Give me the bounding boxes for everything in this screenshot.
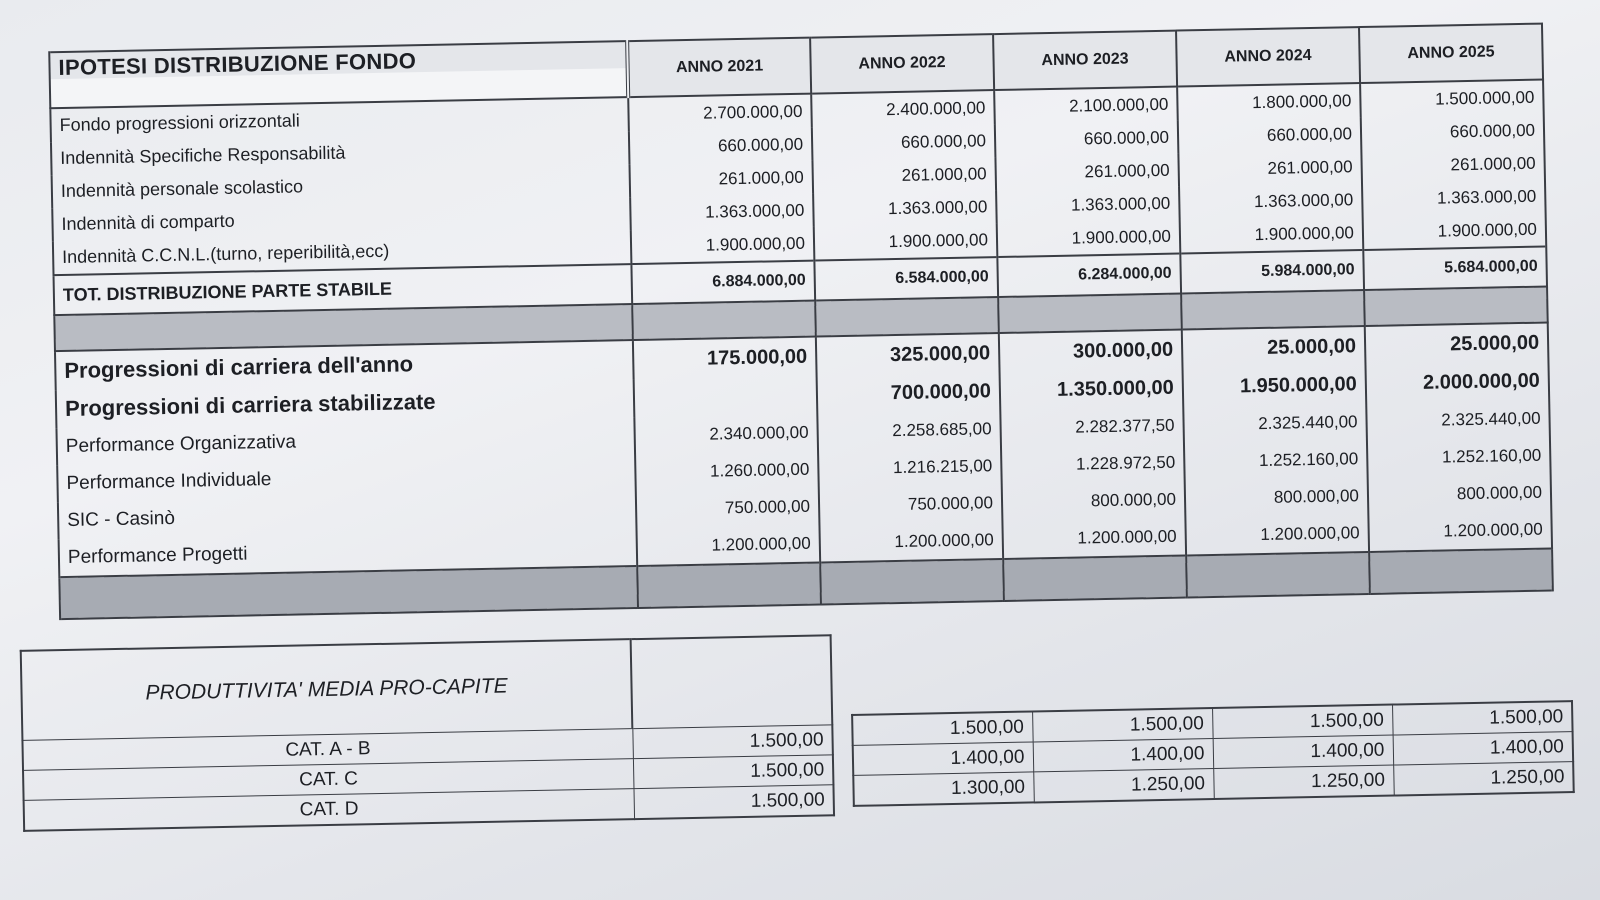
cell-value: 261.000,00 <box>1361 147 1545 184</box>
year-header: ANNO 2023 <box>993 31 1177 91</box>
cell-value: 1.250,00 <box>1213 765 1394 799</box>
row-label: Indennità Specifiche Responsabilità <box>51 131 629 175</box>
cell-value: 2.000.000,00 <box>1365 361 1549 403</box>
document-page <box>8 10 1584 880</box>
cell-value: 800.000,00 <box>1185 477 1369 518</box>
cell-value: 1.363.000,00 <box>1362 180 1546 217</box>
fund-distribution-table <box>48 23 1554 621</box>
cell-value: 1.200.000,00 <box>1368 510 1552 552</box>
cell-value: 750.000,00 <box>819 484 1003 525</box>
cell-value: 261.000,00 <box>629 161 813 198</box>
cell-value: 1.350.000,00 <box>999 369 1183 411</box>
cell-value <box>634 376 818 418</box>
cell-value: 1.250,00 <box>1033 768 1214 802</box>
cell-value: 1.900.000,00 <box>1180 216 1364 254</box>
row-label: SIC - Casinò <box>58 491 637 539</box>
cell-value: 1.500,00 <box>633 785 834 819</box>
cell-value: 1.363.000,00 <box>813 190 997 227</box>
cell-value: 25.000,00 <box>1182 326 1366 369</box>
cell-value: 1.400,00 <box>1213 735 1394 768</box>
cell-value: 261.000,00 <box>995 154 1179 191</box>
cell-value: 700.000,00 <box>817 372 1001 414</box>
table-title: IPOTESI DISTRIBUZIONE FONDO <box>49 41 628 108</box>
productivity-table <box>20 634 835 832</box>
cell-value: 1.500,00 <box>633 755 834 789</box>
year-header: ANNO 2022 <box>810 34 994 94</box>
cell-value: 800.000,00 <box>1368 473 1552 514</box>
cell-value: 25.000,00 <box>1365 322 1549 365</box>
cell-value: 1.900.000,00 <box>1363 213 1547 251</box>
total-value: 6.884.000,00 <box>631 261 815 305</box>
cell-value: 1.250,00 <box>1393 762 1574 796</box>
cell-value: 2.340.000,00 <box>634 414 818 455</box>
cell-value: 1.500.000,00 <box>1360 80 1544 118</box>
cell-value: 1.500,00 <box>852 711 1033 745</box>
cell-value: 1.800.000,00 <box>1177 83 1361 121</box>
cell-value: 2.400.000,00 <box>811 90 995 128</box>
category-label: CAT. A - B <box>22 729 632 771</box>
cell-value: 2.700.000,00 <box>628 94 812 132</box>
row-label: Progressioni di carriera stabilizzate <box>56 379 635 428</box>
row-label: Indennità personale scolastico <box>52 164 630 208</box>
cell-value: 660.000,00 <box>629 128 813 165</box>
cell-value: 1.500,00 <box>1392 701 1573 735</box>
cell-value: 2.325.440,00 <box>1183 403 1367 444</box>
productivity-later-years-table <box>851 700 1575 807</box>
cell-value: 1.200.000,00 <box>1002 517 1186 559</box>
cell-value: 1.500,00 <box>1212 705 1393 739</box>
cell-value: 1.400,00 <box>853 742 1034 775</box>
cell-value: 660.000,00 <box>995 121 1179 158</box>
cell-value: 2.325.440,00 <box>1366 399 1550 440</box>
row-label: Performance Organizzativa <box>56 417 635 465</box>
year-header: ANNO 2021 <box>627 38 811 98</box>
cell-value: 261.000,00 <box>812 157 996 194</box>
cell-value: 1.252.160,00 <box>1184 440 1368 481</box>
cell-value: 1.200.000,00 <box>636 525 820 567</box>
cell-value: 1.900.000,00 <box>997 220 1181 258</box>
total-value: 5.684.000,00 <box>1363 247 1547 291</box>
productivity-title: PRODUTTIVITA' MEDIA PRO-CAPITE <box>21 639 633 740</box>
year-header: ANNO 2025 <box>1359 24 1543 84</box>
category-label: CAT. D <box>24 789 634 831</box>
row-label: Indennità C.C.N.L.(turno, reperibilità,ecc) <box>53 230 631 275</box>
category-label: CAT. C <box>23 759 633 801</box>
cell-value: 1.216.215,00 <box>818 447 1002 488</box>
row-label: Progressioni di carriera dell'anno <box>55 340 634 390</box>
cell-value: 261.000,00 <box>1178 150 1362 187</box>
row-label: Indennità di comparto <box>52 197 630 241</box>
cell-value: 1.363.000,00 <box>630 194 814 231</box>
cell-value: 175.000,00 <box>633 337 817 380</box>
cell-value: 2.282.377,50 <box>1000 407 1184 448</box>
total-value: 6.284.000,00 <box>997 254 1181 298</box>
total-label: TOT. DISTRIBUZIONE PARTE STABILE <box>54 264 633 315</box>
total-value: 5.984.000,00 <box>1180 250 1364 294</box>
cell-value: 660.000,00 <box>1361 114 1545 151</box>
cell-value: 1.500,00 <box>632 725 833 759</box>
cell-value: 1.300,00 <box>853 772 1034 806</box>
cell-value: 1.363.000,00 <box>996 187 1180 224</box>
cell-value: 1.900.000,00 <box>814 223 998 261</box>
cell-value: 1.900.000,00 <box>631 227 815 265</box>
cell-value: 2.100.000,00 <box>994 87 1178 125</box>
cell-value: 1.260.000,00 <box>635 451 819 492</box>
total-value: 6.584.000,00 <box>814 257 998 301</box>
cell-value: 660.000,00 <box>812 124 996 161</box>
cell-value: 325.000,00 <box>816 333 1000 376</box>
row-label: Performance Progetti <box>59 528 638 577</box>
row-label: Performance Individuale <box>57 454 636 502</box>
cell-value: 1.400,00 <box>1393 732 1574 765</box>
cell-value: 750.000,00 <box>636 488 820 529</box>
year-header: ANNO 2024 <box>1176 27 1360 87</box>
cell-value: 300.000,00 <box>999 330 1183 373</box>
cell-value: 1.363.000,00 <box>1179 183 1363 220</box>
cell-value: 1.252.160,00 <box>1367 436 1551 477</box>
cell-value: 1.400,00 <box>1033 739 1214 772</box>
row-label: Fondo progressioni orizzontali <box>50 97 628 142</box>
cell-value: 2.258.685,00 <box>817 410 1001 451</box>
cell-value: 1.500,00 <box>1032 708 1213 742</box>
cell-value: 1.950.000,00 <box>1182 365 1366 407</box>
cell-value: 660.000,00 <box>1178 117 1362 154</box>
cell-value: 1.228.972,50 <box>1001 444 1185 485</box>
cell-value: 1.200.000,00 <box>1185 514 1369 556</box>
cell-value: 1.200.000,00 <box>819 521 1003 563</box>
cell-value: 800.000,00 <box>1002 480 1186 521</box>
